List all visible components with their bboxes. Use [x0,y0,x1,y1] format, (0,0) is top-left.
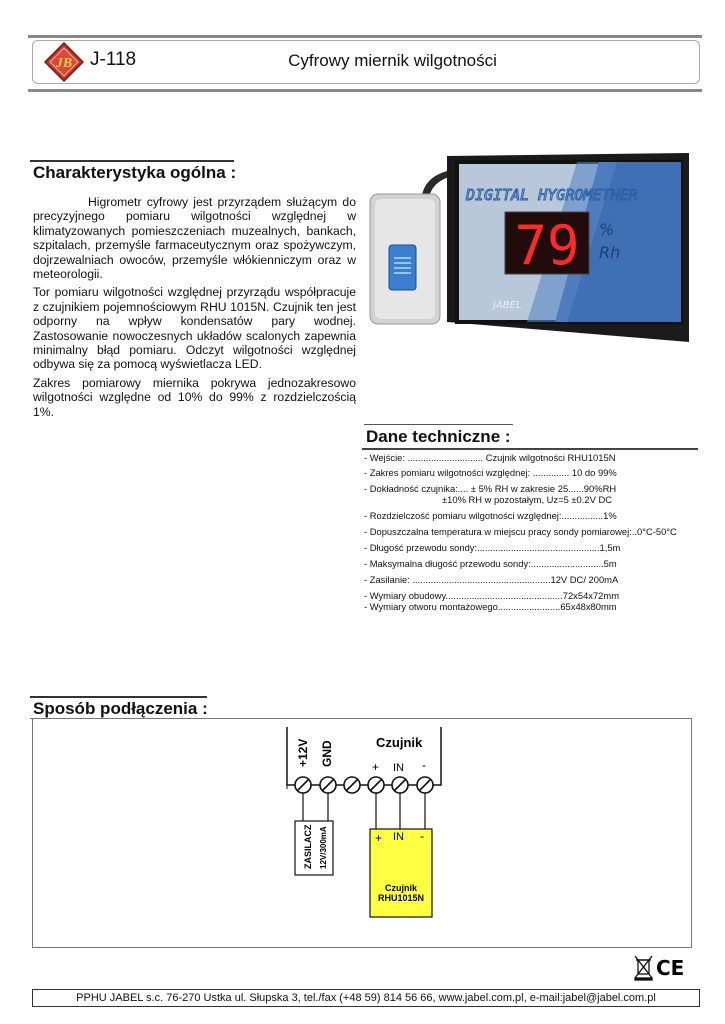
sensor-probe [370,194,440,324]
display-unit-rh: Rh [599,243,621,262]
spec-accuracy: - Dokładność czujnika:.... ± 5% RH w zakresie 25......90%RH [364,483,617,494]
sensor-box-in: IN [393,831,404,843]
footer-contact: PPHU JABEL s.c. 76-270 Ustka ul. Słupska 3, tel./fax (+48 59) 814 56 66, www.jabel.com.pl, e-mail:jabel@jabel.com.pl [32,989,700,1007]
pin-minus-label: - [422,758,426,772]
sensor-box-minus: - [420,829,424,843]
tech-underline [362,448,698,450]
compliance-marks [632,953,690,981]
heading-rule-tech [364,424,513,425]
spec-housing: - Wymiary obudowy.............................................72x54x72mm [364,590,620,601]
supply-label-2: 12V/300mA [319,826,328,869]
spec-max-cable: - Maksymalna długość przewodu sondy:............................5m [364,558,617,569]
sensor-name-2: RHU1015N [377,893,425,903]
general-paragraph-1: Higrometr cyfrowy jest przyrządem służącym do precyzyjnego pomiaru wilgotności względnej w klimatyzowanych pomieszczeniach muzealnych, bankach, szpitalach, przemyśle farmaceutycznym oraz spożywczym, dojrzewalniach owoców, przemyśle włókienniczym oraz w meteorologii. [33,195,356,282]
spec-cable-length: - Długość przewodu sondy:...............................................1,5m [364,542,621,553]
general-description [33,195,356,423]
heading-general: Charakterystyka ogólna : [33,163,237,182]
display-unit-percent: % [599,220,615,239]
panel-title: DIGITAL HYGROMETHER [466,186,638,204]
logo-text: JB [55,56,73,71]
pin-plus-label: + [372,760,380,774]
header-top-rule [28,35,702,38]
spec-mount-hole: - Wymiary otworu montażowego........................65x48x80mm [364,601,617,612]
display-reading: 79 [514,214,580,277]
product-code: J-118 [90,49,137,70]
meter-housing [447,153,689,342]
heading-rule-general [30,160,234,162]
panel-brand: JABEL [493,300,522,311]
spec-range: - Zakres pomiaru wilgotności względnej: .............. 10 do 99% [364,467,617,478]
spec-supply: - Zasilanie: .....................................................12V DC/ 200mA [364,574,619,585]
heading-rule-connection [30,696,207,698]
header-bottom-rule [28,89,702,92]
sensor-box-plus: + [375,831,383,845]
device-photo [367,150,693,350]
wiring-diagram-svg [33,719,691,947]
wiring-diagram [32,718,692,948]
spec-resolution: - Rozdzielczość pomiaru wilgotności względnej:................1% [364,510,617,521]
product-title: Cyfrowy miernik wilgotności [288,51,497,70]
general-paragraph-2: Tor pomiaru wilgotności względnej przyrządu współpracuje z czujnikiem pojemnościowym RHU 1015N. Czujnik ten jest odporny na wpływ kondensatów pary wodnej. Zastosowanie nowoczesnych układów scalonych zapewnia minimalny błąd pomiaru. Odczyt wilgotności względnej odbywa się za pomocą wyświetlacza LED. [33,285,356,372]
spec-accuracy-cont: ±10% RH w pozostałym, Uz=5 ±0.2V DC [442,494,612,505]
spec-temperature: - Dopuszczalna temperatura w miejscu pracy sondy pomiarowej:..0°C-50°C [364,526,677,537]
pin-in-label: IN [393,762,404,774]
heading-tech: Dane techniczne : [366,427,511,446]
supply-label-1: ZASILACZ [303,824,313,869]
sensor-name-1: Czujnik [384,883,418,893]
label-czujnik: Czujnik [376,735,423,750]
general-paragraph-3: Zakres pomiarowy miernika pokrywa jednozakresowo wilgotności względne od 10% do 99% z rozdzielczością 1%. [33,375,356,419]
heading-connection: Sposób podłączenia : [33,699,208,718]
label-gnd: GND [320,740,334,767]
spec-input: - Wejście: ............................. Czujnik wilgotności RHU1015N [364,452,616,463]
weee-bin-icon [635,956,652,980]
ce-mark: CE [656,956,685,980]
label-12v: +12V [296,738,310,767]
